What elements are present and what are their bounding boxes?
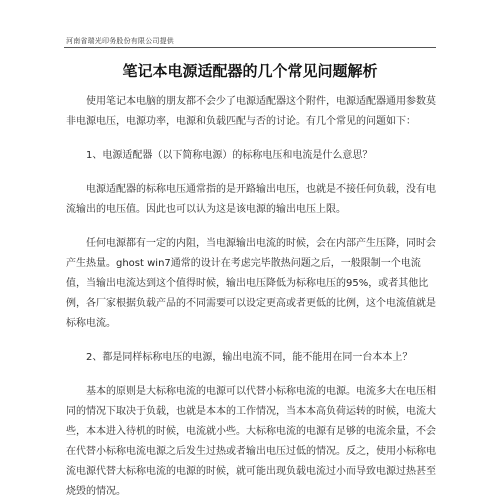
document-body xyxy=(66,92,436,502)
document-title: 笔记本电源适配器的几个常见问题解析 xyxy=(122,62,378,80)
question-2: 2、都是同样标称电压的电源，输出电流不同，能不能用在同一台本本上？ xyxy=(86,352,413,363)
paragraph-answer-1b: 任何电源都有一定的内阻，当电源输出电流的时候，会在内部产生压降，同时会产生热量。ghost win7通常的设计在考虑完毕散热问题之后，一般限制一个电流值，当输出电流达到这个值得时候，输出电压降低为标称电压的95%，或者其他比例，各厂家根据负载产品的不同需要可以设定更高或者更低的比例，这个电流值就是标称电流。 xyxy=(66,238,436,329)
paragraph-intro: 使用笔记本电脑的朋友都不会少了电源适配器这个附件，电源适配器通用参数莫非电源电压，电源功率，电源和负载匹配与否的讨论。有几个常见的问题如下： xyxy=(66,96,436,127)
paragraph-answer-1a: 电源适配器的标称电压通常指的是开路输出电压，也就是不接任何负载，没有电流输出的电压值。因此也可以认为这是该电源的输出电压上限。 xyxy=(66,184,436,215)
company-header: 河南省瑞光印务股份有限公司提供 xyxy=(66,37,174,45)
question-1: 1、电源适配器（以下简称电源）的标称电压和电流是什么意思？ xyxy=(86,150,373,161)
paragraph-answer-2: 基本的原则是大标称电流的电源可以代替小标称电流的电源。电流多大在电压相同的情况下取决于负载，也就是本本的工作情况，当本本高负荷运转的时候，电流大些，本本进入待机的时候，电流就小些。大标称电流的电源有足够的电流余量，不会在代替小标称电流电源之后发生过热或者输出电压过低的情况。反之，使用小标称电流电源代替大标称电流的电源的时候，就可能出现负载电流过小而导致电源过热甚至烧毁的情况。 xyxy=(66,386,436,497)
header-divider xyxy=(64,47,436,48)
